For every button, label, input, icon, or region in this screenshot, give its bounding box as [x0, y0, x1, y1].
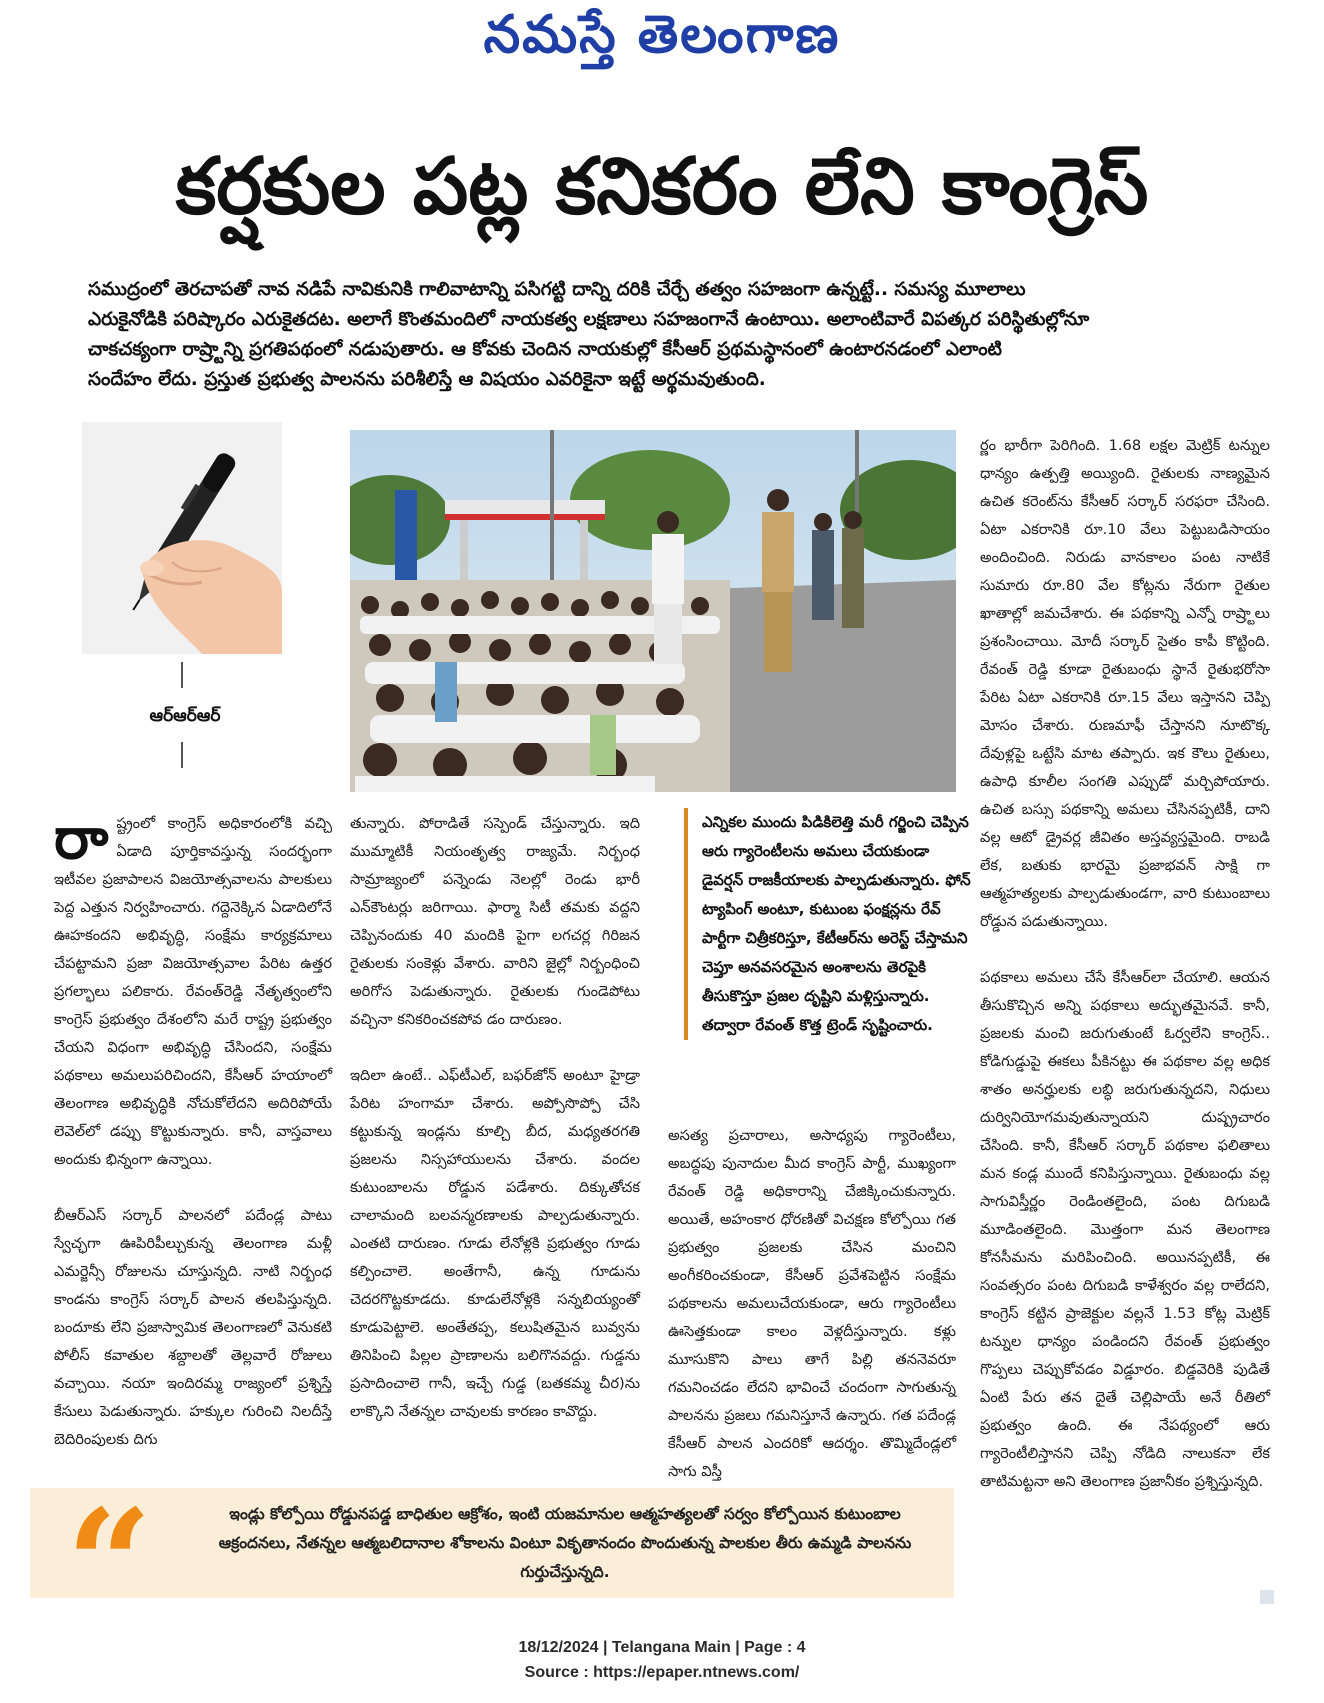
article-headline: కర్షకుల పట్ల కనికరం లేని కాంగ్రెస్	[175, 142, 1149, 232]
article-paragraph: బీఆర్ఎస్ సర్కార్ పాలనలో పదేండ్ల పాటు స్వేచ్ఛగా ఊపిరిపీల్చుకున్న తెలంగాణ మళ్లీ ఎమర్జెన్సీ రోజులను చూస్తున్నది. నాటి నిర్బంధ కాండను కాంగ్రెస్ సర్కార్ పాలన తలపిస్తున్నది. బందూకు లేని ప్రజాస్వామిక తెలంగాణలో వెనుకటి పోలీస్ కవాతుల శబ్దాలతో తెల్లవారే రోజులు వచ్చాయి. నయా ఇందిరమ్మ రాజ్యంలో ప్రశ్నిస్తే కేసులు పెడుతున్నారు. హక్కుల గురించి నిలదీస్తే బెదిరింపులకు దిగు	[54, 1207, 332, 1448]
paragraph-text: ష్ట్రంలో కాంగ్రెస్ అధికారంలోకి వచ్చి ఏడాది పూర్తికావస్తున్న సందర్భంగా ఇటీవల ప్రజాపాలన విజయోత్సవాలను పాలకులు పెద్ద ఎత్తున నిర్వహించారు. గద్దెనెక్కిన ఏడాదిలోనే ఊహకందని అభివృద్ధి, సంక్షేమ కార్యక్రమాలు చేపట్టామని ప్రజా విజయోత్సవాల పేరిట ఉత్తర ప్రగల్భాలు పలికారు. రేవంత్‌రెడ్డి నేతృత్వంలోని కాంగ్రెస్ ప్రభుత్వం దేశంలోని మరే రాష్ట్ర ప్రభుత్వం చేయని విధంగా అభివృద్ధి చేసిందని, సంక్షేమ పథకాలు అమలుపరిచిందని, కేసీఆర్ హయాంలో తెలంగాణ అభివృద్ధికి నోచుకోలేదని అదిరిపోయే లెవెల్‌లో డప్పు కొట్టుకున్నారు. కానీ, వాస్తవాలు అందుకు భిన్నంగా ఉన్నాయి.	[54, 815, 332, 1168]
article-paragraph: తున్నారు. పోరాడితే సస్పెండ్ చేస్తున్నారు. ఇది ముమ్మాటికీ నియంతృత్వ రాజ్యమే. నిర్బంధ సామ్రాజ్యంలో పన్నెండు నెలల్లో రెండు భారీ ఎన్‌కౌంటర్లు జరిగాయి. ఫార్మా సిటీ తమకు వద్దని చెప్పినందుకు 40 మందికి పైగా లగచర్ల గిరిజన రైతులకు సంకెళ్లు వేశారు. వారిని జైల్లో నిర్బంధించి అరిగోస పెడుతున్నారు. రైతులకు గుండెపోటు వచ్చినా కనికరించకపోవ డం దారుణం.	[350, 815, 640, 1028]
quote-mark-icon: “	[66, 1477, 153, 1653]
article-paragraph: ఇదిలా ఉంటే.. ఎఫ్‌టీఎల్, బఫర్‌జోన్ అంటూ హైడ్రా పేరిట హంగామా చేశారు. అప్పోసొప్పో చేసి కట్టుకున్న ఇండ్లను కూల్చి బీద, మధ్యతరగతి ప్రజలను నిస్సహాయులను చేశారు. వందల కుటుంబాలను రోడ్డున పడేశారు. దిక్కుతోచక చాలామంది బలవన్మరణాలకు పాల్పడుతున్నారు. ఎంతటి దారుణం. గూడు లేనోళ్లకి ప్రభుత్వం గూడు కల్పించాలె. అంతేగానీ, ఉన్న గూడును చెదరగొట్టకూడదు. కూడులేనోళ్లకి సన్నబియ్యంతో కూడుపెట్టాలె. అంతేతప్ప, కలుషితమైన బువ్వను తినిపించి పిల్లల ప్రాణాలను బలిగొనవద్దు. గుడ్డను ప్రసాదించాలె గానీ, ఇచ్చే గుడ్డ (బతకమ్మ చీర)ను లాక్కొని నేతన్నల చావులకు కారణం కావొద్దు.	[350, 1067, 640, 1420]
article-paragraph	[54, 804, 332, 1174]
intro-line: సందేహం లేదు. ప్రస్తుత ప్రభుత్వ పాలనను పరిశీలిస్తే ఆ విషయం ఎవరికైనా ఇట్టే అర్థమవుతుంది.	[88, 369, 766, 390]
drop-cap: రా	[54, 804, 109, 872]
article-column-2	[350, 810, 640, 1426]
article-column-3	[668, 1122, 956, 1486]
intro-line: సముద్రంలో తెరచాపతో నావ నడిపే నావికునికి గాలివాటాన్ని పసిగట్టి దాన్ని దరికి చేర్చే తత్వం సహజంగా ఉన్నట్టే.. సమస్య మూలాలు	[88, 279, 1026, 300]
protest-photo	[350, 430, 956, 792]
article-column-1	[54, 804, 332, 1454]
page-footer-source: Source : https://epaper.ntnews.com/	[524, 1664, 800, 1681]
author-byline: ఆర్ఆర్ఆర్	[149, 706, 221, 726]
author-divider	[181, 742, 183, 768]
article-paragraph: పథకాలు అమలు చేసే కేసీఆర్‌లా చేయాలి. ఆయన తీసుకొచ్చిన అన్ని పథకాలు అద్భుతమైనవే. కానీ, ప్రజలకు మంచి జరుగుతుంటే ఓర్వలేని కాంగ్రెస్.. కోడిగుడ్డుపై ఈకలు పీకినట్టు ఈ పథకాల వల్ల అధిక శాతం అనర్హులకు లబ్ధి జరుగుతున్నదని, నిధులు దుర్వినియోగమవుతున్నాయని దుష్ప్రచారం చేసింది. కానీ, కేసీఆర్ సర్కార్ పథకాల ఫలితాలు మన కండ్ల ముందే కనిపిస్తున్నాయి. రైతుబంధు వల్ల సాగువిస్తీర్ణం రెండింతలైంది, పంట దిగుబడి మూడింతలైంది. మొత్తంగా మన తెలంగాణ కోనసీమను మరిపించింది. అయినప్పటికీ, ఈ సంవత్సరం పంట దిగుబడి కాళేశ్వరం వల్ల రాలేదని, కాంగ్రెస్ కట్టిన ప్రాజెక్టుల వల్లనే 1.53 కోట్ల మెట్రిక్ టన్నుల ధాన్యం పండిందని రేవంత్ ప్రభుత్వం గొప్పలు చెప్పుకోవడం విడ్డూరం. బిడ్డవెరికి పుడితే ఏంటి పేరు తన దైతే చెల్లిపాయే అనే రీతిలో ప్రభుత్వం ఉంది. ఈ నేపథ్యంలో ఆరు గ్యారెంటీలిస్తానని చెప్పి నోడిది నాలుకనా లేక తాటిమట్టనా అని తెలంగాణ ప్రజానీకం ప్రశ్నిస్తున్నది.	[980, 969, 1270, 1490]
newspaper-masthead: నమస్తే తెలంగాణ	[483, 4, 841, 65]
intro-line: ఎరుకైనోడికి పరిష్కారం ఎరుకైతదట. అలాగే కొంతమందిలో నాయకత్వ లక్షణాలు సహజంగానే ఉంటాయి. అలాంటివారే విపత్కర పరిస్థితుల్లోనూ	[88, 309, 1090, 330]
article-paragraph: ర్ణం భారీగా పెరిగింది. 1.68 లక్షల మెట్రిక్ టన్నుల ధాన్యం ఉత్పత్తి అయ్యింది. రైతులకు నాణ్యమైన ఉచిత కరెంట్‌ను కేసీఆర్ సర్కార్ సరఫరా చేసింది. ఏటా ఎకరానికి రూ.10 వేలు పెట్టుబడిసాయం అందించింది. నిరుడు వానకాలం పంట నాటికే సుమారు రూ.80 వేల కోట్లను నేరుగా రైతుల ఖాతాల్లో జమచేశారు. ఈ పథకాన్ని ఎన్నో రాష్ర్టాలు ప్రశంసించాయి. మోదీ సర్కార్ సైతం కాపీ కొట్టింది. రేవంత్ రెడ్డి కూడా రైతుబంధు స్థానే రైతుభరోసా పేరిట ఏటా ఎకరానికి రూ.15 వేలు ఇస్తానని చెప్పి మోసం చేశారు. రుణమాఫీ చేస్తానని నూటొక్క దేవుళ్లపై ఒట్టేసి మాట తప్పారు. ఇక కౌలు రైతులు, ఉపాధి కూలీల సంగతి ఎప్పుడో మర్చిపోయారు. ఉచిత బస్సు పథకాన్ని అమలు చేసినప్పటికీ, దాని వల్ల ఆటో డ్రైవర్ల జీవితం అస్తవ్యస్తమైంది. రాబడి లేక, బతుకు భారమై ప్రజాభవన్ సాక్షి గా ఆత్మహత్యలకు పాల్పడుతుండగా, వారి కుటుంబాలు రోడ్డున పడుతున్నాయి.	[980, 437, 1270, 930]
article-column-4	[980, 432, 1270, 1496]
page-corner-marker	[1260, 1590, 1274, 1604]
intro-line: చాకచక్యంగా రాష్ర్టాన్ని ప్రగతిపథంలో నడుపుతారు. ఆ కోవకు చెందిన నాయకుల్లో కేసీఆర్ ప్రథమస్థానంలో ఉంటారనడంలో ఎలాంటి	[88, 339, 1002, 360]
pen-in-hand-image	[82, 422, 282, 654]
highlight-quote-text: ఇండ్లు కోల్పోయి రోడ్డునపడ్డ బాధితుల ఆక్రోశం, ఇంటి యజమానుల ఆత్మహత్యలతో సర్వం కోల్పోయిన కుటుంబాల ఆక్రందనలు, నేతన్నల ఆత్మబలిదానాల శోకాలను వింటూ వికృతానందం పొందుతున్న పాలకుల తీరు ఉమ్మడి పాలనను గుర్తుచేస్తున్నది.	[218, 1505, 912, 1581]
article-intro	[88, 275, 1268, 395]
page-footer-date: 18/12/2024 | Telangana Main | Page : 4	[518, 1639, 806, 1656]
pull-quote: ఎన్నికల ముందు పిడికిలెత్తి మరీ గర్జించి చెప్పిన ఆరు గ్యారెంటీలను అమలు చేయకుండా డైవర్షన్ రాజకీయాలకు పాల్పడుతున్నారు. ఫోన్ ట్యాపింగ్ అంటూ, కుటుంబ ఫంక్షన్లను రేవ్ పార్టీగా చిత్రీకరిస్తూ, కేటీఆర్‌ను అరెస్ట్ చేస్తామని చెప్తూ అనవసరమైన అంశాలను తెరపైకి తీసుకొస్తూ ప్రజల దృష్టిని మళ్లిస్తున్నారు. తద్వారా రేవంత్ కొత్త ట్రెండ్ సృష్టించారు.	[684, 808, 972, 1040]
article-paragraph: అసత్య ప్రచారాలు, అసాధ్యపు గ్యారెంటీలు, అబద్ధపు పునాదుల మీద కాంగ్రెస్ పార్టీ, ముఖ్యంగా రేవంత్ రెడ్డి అధికారాన్ని చేజిక్కించుకున్నారు. అయితే, అహంకార ధోరణితో విచక్షణ కోల్పోయి గత ప్రభుత్వం ప్రజలకు చేసిన మంచిని అంగీకరించకుండా, కేసీఆర్ ప్రవేశపెట్టిన సంక్షేమ పథకాలను అమలుచేయకుండా, ఆరు గ్యారెంటీలు ఊసెత్తకుండా కాలం వెళ్లదీస్తున్నారు. కళ్లు మూసుకొని పాలు తాగే పిల్లి తననెవరూ గమనించడం లేదని భావించే చందంగా సాగుతున్న పాలనను ప్రజలు గమనిస్తూనే ఉన్నారు. గత పదేండ్ల కేసీఆర్ పాలన ఎందరికో ఆదర్శం. తొమ్మిదేండ్లలో సాగు విస్తీ	[668, 1127, 956, 1480]
author-divider	[181, 662, 183, 688]
